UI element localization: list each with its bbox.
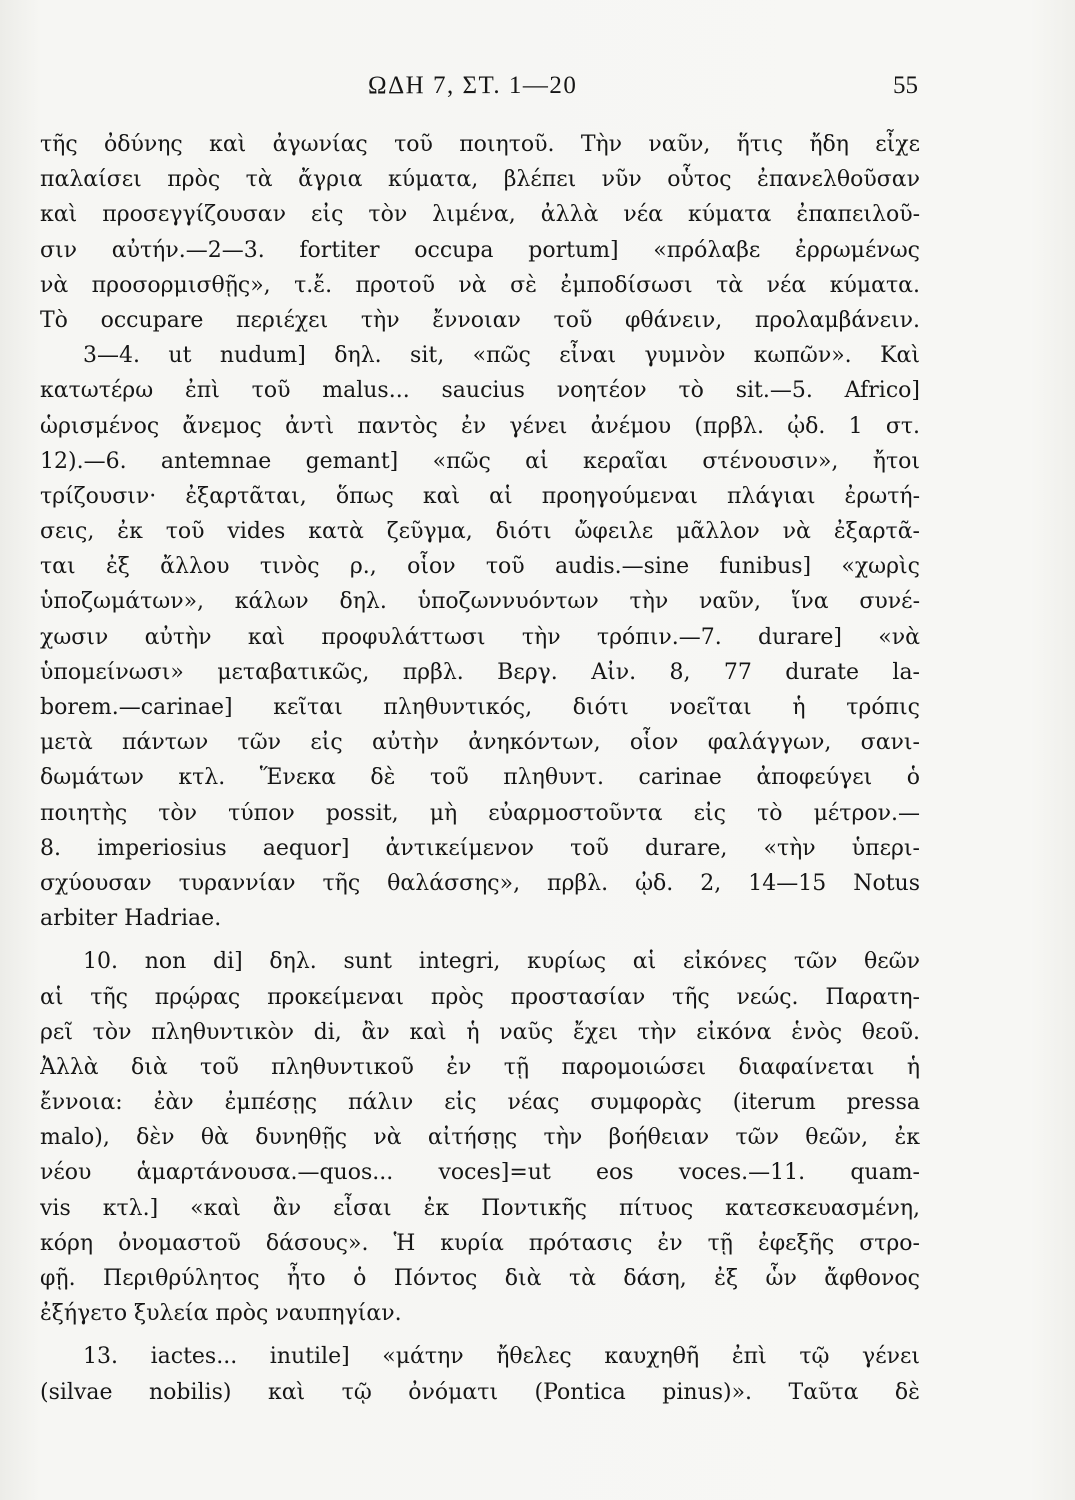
text-line: malo), δὲν θὰ δυνηθῇς νὰ αἰτήσῃς τὴν βοήθειαν τῶν θεῶν, ἐκ: [40, 1125, 920, 1151]
text-line: κόρη ὀνομαστοῦ δάσους». Ἡ κυρία πρότασις ἐν τῇ ἐφεξῆς στρο-: [40, 1230, 920, 1256]
text-line: παλαίσει πρὸς τὰ ἄγρια κύματα, βλέπει νῦν οὗτος ἐπανελθοῦσαν: [40, 167, 920, 193]
text-line: τῆς ὀδύνης καὶ ἀγωνίας τοῦ ποιητοῦ. Τὴν ναῦν, ἥτις ἤδη εἶχε: [40, 132, 920, 157]
text-line: αἱ τῆς πρῴρας προκείμεναι πρὸς προστασίαν τῆς νεώς. Παρατη-: [40, 984, 920, 1010]
text-line: ἐξήγετο ξυλεία πρὸς ναυπηγίαν.: [40, 1301, 402, 1327]
paragraph-gap: [40, 1331, 920, 1339]
text-line: νέου ἁμαρτάνουσα.—quos... voces]=ut eos voces.—11. quam-: [40, 1160, 920, 1186]
text-line: 3—4. ut nudum] δηλ. sit, «πῶς εἶναι γυμνὸν κωπῶν». Καὶ: [83, 343, 920, 369]
text-line: φῇ. Περιθρύλητος ἦτο ὁ Πόντος διὰ τὰ δάση, ἐξ ὧν ἄφθονος: [40, 1266, 920, 1291]
text-line: καὶ προσεγγίζουσαν εἰς τὸν λιμένα, ἀλλὰ νέα κύματα ἐπαπειλοῦ-: [40, 202, 920, 228]
text-line: μετὰ πάντων τῶν εἰς αὐτὴν ἀνηκόντων, οἷον φαλάγγων, σανι-: [40, 730, 920, 756]
text-line: ἔννοια: ἐὰν ἐμπέσῃς πάλιν εἰς νέας συμφορὰς (iterum pressa: [40, 1090, 920, 1116]
text-line: σιν αὐτήν.—2—3. fortiter occupa portum] «πρόλαβε ἐρρωμένως: [40, 237, 920, 263]
paragraph-gap: [40, 936, 920, 944]
text-line: 10. non di] δηλ. sunt integri, κυρίως αἱ εἰκόνες τῶν θεῶν: [83, 949, 920, 975]
text-line: 12).—6. antemnae gemant] «πῶς αἱ κεραῖαι στένουσιν», ἤτοι: [40, 448, 920, 474]
text-line: Τὸ occupare περιέχει τὴν ἔννοιαν τοῦ φθάνειν, προλαμβάνειν.: [40, 307, 920, 333]
commentary-text: [40, 127, 920, 1410]
text-line: ὡρισμένος ἄνεμος ἀντὶ παντὸς ἐν γένει ἀνέμου (πρβλ. ᾠδ. 1 στ.: [40, 413, 920, 439]
text-line: τρίζουσιν· ἐξαρτᾶται, ὅπως καὶ αἱ προηγούμεναι πλάγιαι ἐρωτή-: [40, 483, 920, 509]
text-line: κατωτέρω ἐπὶ τοῦ malus... saucius νοητέον τὸ sit.—5. Africo]: [40, 378, 920, 404]
page-number: 55: [893, 72, 918, 99]
text-line: 8. imperiosius aequor] ἀντικείμενον τοῦ durare, «τὴν ὑπερι-: [40, 835, 920, 861]
text-line: vis κτλ.] «καὶ ἂν εἶσαι ἐκ Ποντικῆς πίτυος κατεσκευασμένη,: [40, 1195, 920, 1221]
text-line: arbiter Hadriae.: [40, 906, 222, 932]
text-line: σχύουσαν τυραννίαν τῆς θαλάσσης», πρβλ. ᾠδ. 2, 14—15 Notus: [40, 870, 920, 896]
text-line: Ἀλλὰ διὰ τοῦ πληθυντικοῦ ἐν τῇ παρομοιώσει διαφαίνεται ἡ: [40, 1054, 920, 1080]
text-line: (silvae nobilis) καὶ τῷ ὀνόματι (Pontica pinus)». Ταῦτα δὲ: [40, 1379, 920, 1405]
text-line: χωσιν αὐτὴν καὶ προφυλάττωσι τὴν τρόπιν.—7. durare] «νὰ: [40, 624, 920, 650]
text-line: ρεῖ τὸν πληθυντικὸν di, ἂν καὶ ἡ ναῦς ἔχει τὴν εἰκόνα ἑνὸς θεοῦ.: [40, 1019, 920, 1045]
text-line: ὑπομείνωσι» μεταβατικῶς, πρβλ. Βεργ. Αἰν. 8, 77 durate la-: [40, 659, 920, 685]
text-line: ται ἐξ ἄλλου τινὸς ρ., οἷον τοῦ audis.—sine funibus] «χωρὶς: [40, 554, 920, 580]
text-line: δωμάτων κτλ. Ἕνεκα δὲ τοῦ πληθυντ. carinae ἀποφεύγει ὁ: [40, 765, 920, 791]
text-line: 13. iactes... inutile] «μάτην ἤθελες καυχηθῆ ἐπὶ τῷ γένει: [83, 1344, 920, 1370]
running-head: [0, 72, 1075, 106]
text-line: ποιητὴς τὸν τύπον possit, μὴ εὐαρμοστοῦντα εἰς τὸ μέτρον.—: [40, 800, 920, 826]
text-line: νὰ προσορμισθῇς», τ.ἔ. προτοῦ νὰ σὲ ἐμποδίσωσι τὰ νέα κύματα.: [40, 272, 920, 298]
text-line: ὑποζωμάτων», κάλων δηλ. ὑποζωννυόντων τὴν ναῦν, ἵνα συνέ-: [40, 589, 920, 615]
text-line: borem.—carinae] κεῖται πληθυντικός, διότι νοεῖται ἡ τρόπις: [40, 695, 920, 720]
text-line: σεις, ἐκ τοῦ vides κατὰ ζεῦγμα, διότι ὤφειλε μᾶλλον νὰ ἐξαρτᾶ-: [40, 519, 920, 545]
running-title: ΩΔΗ 7, ΣΤ. 1—20: [368, 72, 578, 99]
